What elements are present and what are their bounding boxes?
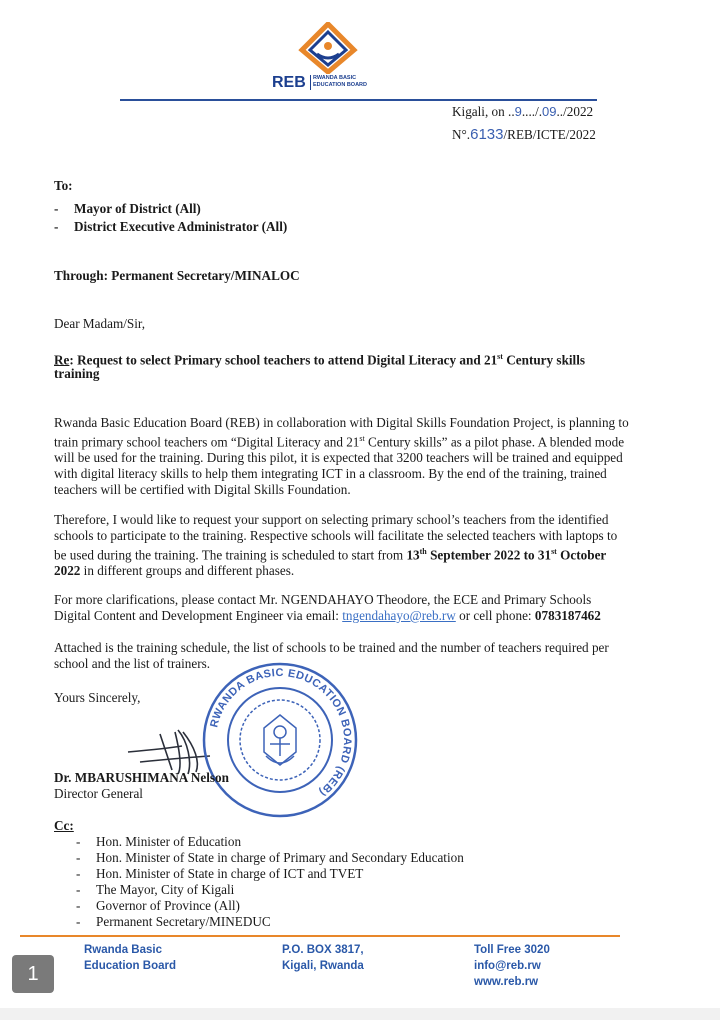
reb-logo [272, 22, 382, 92]
date-line [452, 104, 593, 120]
logo-abbr: REB [272, 74, 306, 91]
recipient-item: - District Executive Administrator (All) [54, 219, 288, 234]
official-stamp [200, 660, 360, 820]
salutation: Dear Madam/Sir, [54, 316, 146, 331]
logo-line1: RWANDA BASIC [313, 75, 357, 81]
subject-line: Re: Request to select Primary school teachers to attend Digital Literacy and 21st Century skills [54, 352, 586, 368]
footer-website-link[interactable]: www.reb.rw [474, 976, 539, 988]
header-rule [120, 99, 597, 101]
cc-list [76, 834, 464, 930]
ref-number: 6133 [470, 126, 504, 143]
cc-item: - Governor of Province (All) [76, 898, 240, 913]
closing-yours: Yours Sincerely, [54, 690, 141, 705]
footer-address: P.O. BOX 3817, Kigali, Rwanda [282, 944, 364, 972]
cc-item: - Hon. Minister of Education [76, 834, 242, 849]
stamp-outer-text: RWANDA BASIC EDUCATION BOARD (REB) [208, 666, 354, 799]
cc-item: - Permanent Secretary/MINEDUC [76, 914, 271, 929]
paragraph-2: Therefore, I would like to request your support on selecting primary school’s teachers from the identified schools to participate to the training. Respective schools will facilitate the selected teachers with laptops to be used during the training. The training is scheduled to start from 13th September 2022 to 31st October 2022 in different groups and different phases. [54, 512, 618, 579]
logo-line2: EDUCATION BOARD [313, 82, 367, 88]
ref-suffix: /REB/ICTE/2022 [503, 127, 596, 142]
recipient-item: - Mayor of District (All) [54, 201, 201, 216]
cc-item: - Hon. Minister of State in charge of Primary and Secondary Education [76, 850, 464, 865]
cc-item: - Hon. Minister of State in charge of ICT and TVET [76, 866, 364, 881]
contact-email-link[interactable]: tngendahayo@reb.rw [342, 608, 456, 623]
to-label: To: [54, 178, 73, 193]
signer-title: Director General [54, 786, 143, 801]
footer-email-link[interactable]: info@reb.rw [474, 960, 541, 972]
reb-emblem-icon [298, 22, 358, 74]
paragraph-1: Rwanda Basic Education Board (REB) in collaboration with Digital Skills Foundation Project, is planning to train primary school teachers om “Digital Literacy and 21st Century skills” as a pilot phase. A blended mode will be used for the training. During this pilot, it is expected that 3200 teachers will be trained and equipped with digital literacy skills to help them integrating ICT in a classroom. By the end of the training, trained teachers will be certified with Digital Skills Foundation. [54, 415, 629, 498]
logo-divider [310, 75, 311, 90]
footer-org: Rwanda Basic Education Board [84, 944, 177, 972]
paragraph-4: Attached is the training schedule, the list of schools to be trained and the number of teachers required per school and the list of trainers. [54, 640, 609, 671]
date-day: 9 [514, 104, 522, 119]
reference-line [452, 127, 596, 143]
contact-phone: 0783187462 [534, 608, 601, 623]
date-month: 09 [542, 104, 557, 119]
stamp-emblem-icon [240, 700, 320, 780]
date-prefix: Kigali, on .. [452, 104, 515, 119]
re-label: Re [54, 352, 70, 368]
date-suffix: ../2022 [556, 104, 594, 119]
cc-label: Cc: [54, 818, 74, 833]
ref-prefix: N°. [452, 127, 471, 142]
date-sep: ..../. [521, 104, 543, 119]
subject-line2: training [54, 366, 100, 381]
footer-rule [20, 935, 620, 937]
signer-name: Dr. MBARUSHIMANA Nelson [54, 770, 229, 785]
footer-contact: Toll Free 3020 info@reb.rw www.reb.rw [474, 944, 550, 988]
page-number-badge: 1 [12, 955, 54, 993]
cc-item: - The Mayor, City of Kigali [76, 882, 235, 897]
paragraph-3: For more clarifications, please contact Mr. NGENDAHAYO Theodore, the ECE and Primary Schools Digital Content and Development Engineer via email: tngendahayo@reb.rw or cell phone: 0783187462 [54, 592, 601, 623]
through-line: Through: Permanent Secretary/MINALOC [54, 268, 300, 283]
